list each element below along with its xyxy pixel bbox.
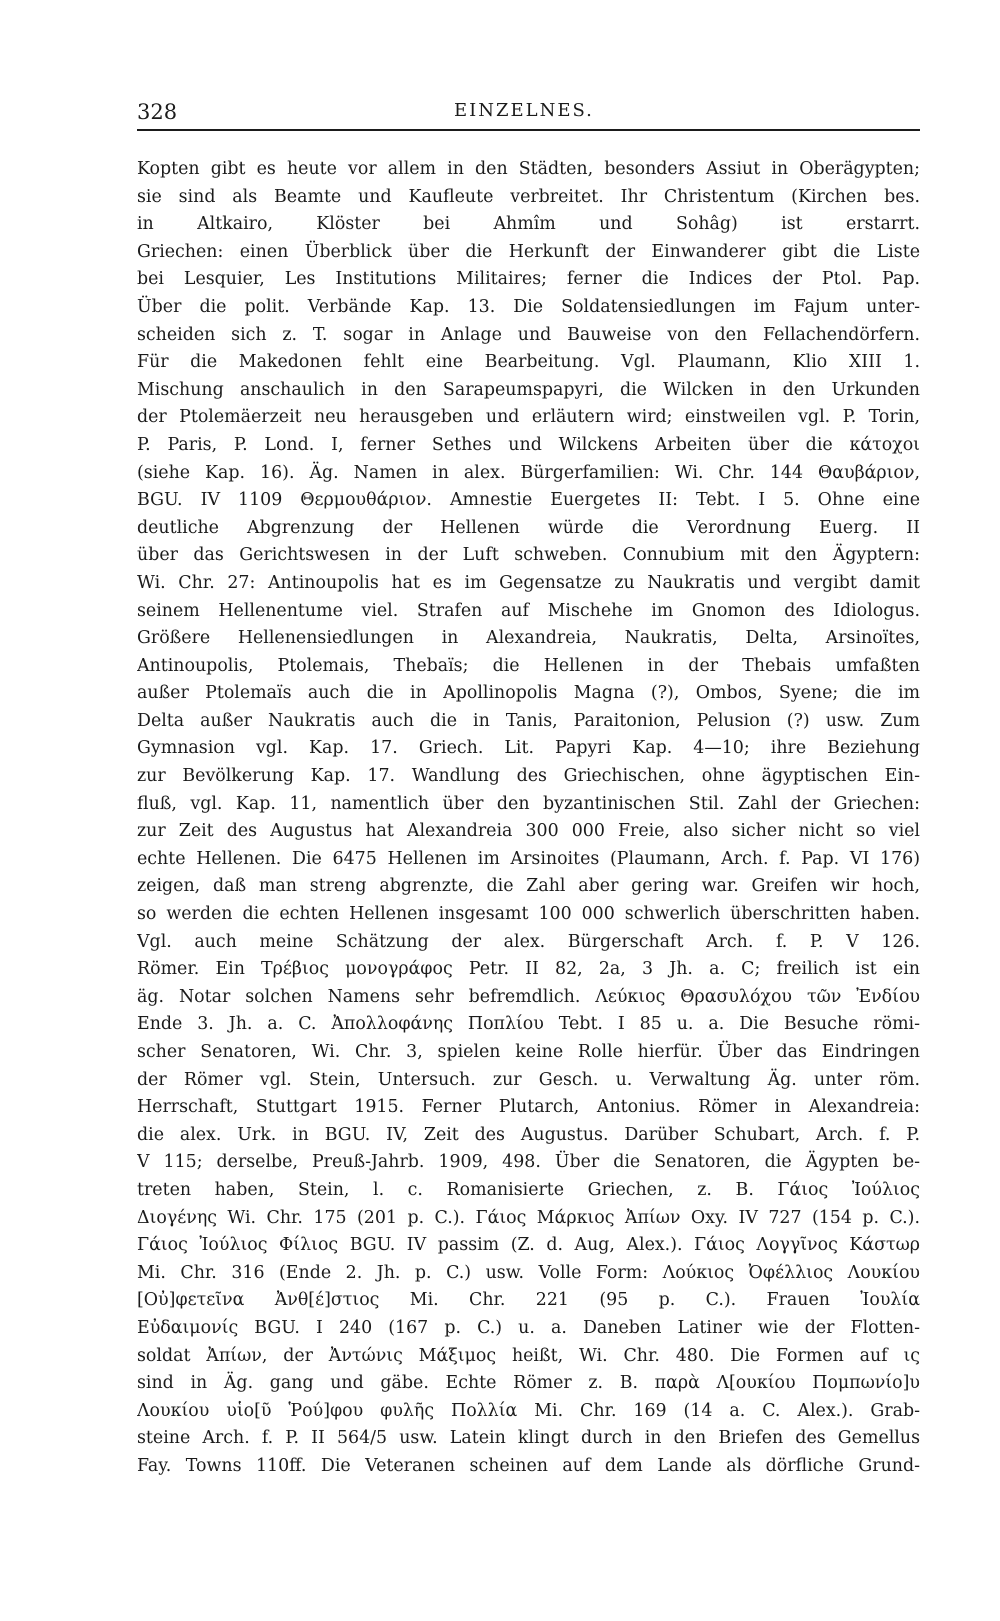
text-line: bei Lesquier, Les Institutions Militaires; ferner die Indices der Ptol. Pap. — [137, 269, 920, 290]
text-line: zur Zeit des Augustus hat Alexandreia 300 000 Freie, also sicher nicht so viel — [137, 821, 920, 842]
text-line: Griechen: einen Überblick über die Herkunft der Einwanderer gibt die Liste — [137, 241, 920, 262]
text-line: Γάιος Ἰούλιος Φίλιος BGU. IV passim (Z. d. Aug, Alex.). Γάιος Λογγῖνος Κάστωρ — [137, 1235, 920, 1256]
text-line: Kopten gibt es heute vor allem in den Städten, besonders Assiut in Oberägypten; — [137, 159, 920, 179]
text-line: Antinoupolis, Ptolemais, Thebaïs; die Hellenen in der Thebais umfaßten — [137, 655, 920, 676]
text-line: fluß, vgl. Kap. 11, namentlich über den byzantinischen Stil. Zahl der Griechen: — [137, 793, 920, 814]
text-line: seinem Hellenentume viel. Strafen auf Mischehe im Gnomon des Idiologus. — [137, 600, 920, 621]
text-line: [Οὐ]φετεῖνα Ἀνθ[έ]στιος Mi. Chr. 221 (95 p. C.). Frauen Ἰουλία — [137, 1290, 920, 1311]
text-line: der Ptolemäerzeit neu herausgeben und erläutern wird; einstweilen vgl. P. Torin, — [137, 407, 920, 428]
text-line: Wi. Chr. 27: Antinoupolis hat es im Gegensatze zu Naukratis und vergibt damit — [137, 572, 920, 593]
text-line: Λουκίου υἱο[ῦ Ῥού]φου φυλῆς Πολλία Mi. Chr. 169 (14 a. C. Alex.). Grab- — [137, 1400, 920, 1421]
text-line: der Römer vgl. Stein, Untersuch. zur Gesch. u. Verwaltung Äg. unter röm. — [137, 1069, 920, 1090]
text-line: Διογένης Wi. Chr. 175 (201 p. C.). Γάιος Μάρκιος Ἀπίων Oxy. IV 727 (154 p. C.). — [137, 1207, 920, 1228]
text-line: echte Hellenen. Die 6475 Hellenen im Arsinoites (Plaumann, Arch. f. Pap. VI 176) — [137, 848, 920, 869]
text-line: sind in Äg. gang und gäbe. Echte Römer z. B. παρὰ Λ[ουκίου Πομπωνίο]υ — [137, 1373, 920, 1394]
text-line: Vgl. auch meine Schätzung der alex. Bürgerschaft Arch. f. P. V 126. — [137, 931, 920, 952]
text-line: sie sind als Beamte und Kaufleute verbreitet. Ihr Christentum (Kirchen bes. — [137, 186, 920, 207]
text-line: so werden die echten Hellenen insgesamt 100 000 schwerlich überschritten haben. — [137, 904, 920, 925]
text-line: Mischung anschaulich in den Sarapeumspapyri, die Wilcken in den Urkunden — [137, 379, 920, 400]
text-line: über das Gerichtswesen in der Luft schweben. Connubium mit den Ägyptern: — [137, 545, 920, 566]
text-line: steine Arch. f. P. II 564/5 usw. Latein klingt durch in den Briefen des Gemellus — [137, 1428, 920, 1449]
text-line: Größere Hellenensiedlungen in Alexandreia, Naukratis, Delta, Arsinoïtes, — [137, 628, 920, 649]
text-line: die alex. Urk. in BGU. IV, Zeit des Augustus. Darüber Schubart, Arch. f. P. — [137, 1124, 920, 1145]
text-line: außer Ptolemaïs auch die in Apollinopolis Magna (?), Ombos, Syene; die im — [137, 683, 920, 704]
text-line: (siehe Kap. 16). Äg. Namen in alex. Bürgerfamilien: Wi. Chr. 144 Θαυβάριον, — [137, 462, 920, 483]
text-line: äg. Notar solchen Namens sehr befremdlich. Λεύκιος Θρασυλόχου τῶν Ἐνδίου — [137, 986, 920, 1007]
text-line: treten haben, Stein, l. c. Romanisierte Griechen, z. B. Γάιος Ἰούλιος — [137, 1179, 920, 1200]
text-line: scheiden sich z. T. sogar in Anlage und Bauweise von den Fellachendörfern. — [137, 324, 920, 345]
text-line: Für die Makedonen fehlt eine Bearbeitung. Vgl. Plaumann, Klio XIII 1. — [137, 352, 920, 373]
text-line: Herrschaft, Stuttgart 1915. Ferner Plutarch, Antonius. Römer in Alexandreia: — [137, 1097, 920, 1118]
text-line: Delta außer Naukratis auch die in Tanis, Paraitonion, Pelusion (?) usw. Zum — [137, 710, 920, 731]
text-line: Römer. Ein Τρέβιος μονογράφος Petr. II 82, 2a, 3 Jh. a. C; freilich ist ein — [137, 959, 920, 980]
page-header — [137, 100, 920, 130]
text-line: Gymnasion vgl. Kap. 17. Griech. Lit. Papyri Kap. 4—10; ihre Beziehung — [137, 738, 920, 759]
text-line: Εὐδαιμονίς BGU. I 240 (167 p. C.) u. a. Daneben Latiner wie der Flotten- — [137, 1317, 920, 1338]
text-line: zeigen, daß man streng abgrenzte, die Zahl aber gering war. Greifen wir hoch, — [137, 876, 920, 897]
text-line: V 115; derselbe, Preuß-Jahrb. 1909, 498. Über die Senatoren, die Ägypten be- — [137, 1152, 920, 1173]
text-line: Fay. Towns 110ff. Die Veteranen scheinen auf dem Lande als dörfliche Grund- — [137, 1455, 920, 1476]
text-line: Mi. Chr. 316 (Ende 2. Jh. p. C.) usw. Volle Form: Λούκιος Ὀφέλλιος Λουκίου — [137, 1262, 920, 1283]
text-line: P. Paris, P. Lond. I, ferner Sethes und Wilckens Arbeiten über die κάτοχοι — [137, 434, 920, 455]
header-rule — [137, 129, 920, 131]
text-line: zur Bevölkerung Kap. 17. Wandlung des Griechischen, ohne ägyptischen Ein- — [137, 766, 920, 787]
text-line: in Altkairo, Klöster bei Ahmîm und Sohâg) ist erstarrt. — [137, 214, 920, 235]
text-line: Ende 3. Jh. a. C. Ἀπολλοφάνης Ποπλίου Tebt. I 85 u. a. Die Besuche römi- — [137, 1014, 920, 1035]
text-line: Über die polit. Verbände Kap. 13. Die Soldatensiedlungen im Fajum unter- — [137, 296, 920, 317]
running-title: EINZELNES. — [454, 100, 594, 121]
body-text — [137, 156, 920, 1481]
text-line: soldat Ἀπίων, der Ἀντώνις Μάξιμος heißt, Wi. Chr. 480. Die Formen auf ις — [137, 1345, 920, 1366]
page-number: 328 — [137, 100, 178, 124]
text-line: scher Senatoren, Wi. Chr. 3, spielen keine Rolle hierfür. Über das Eindringen — [137, 1042, 920, 1062]
text-line: deutliche Abgrenzung der Hellenen würde die Verordnung Euerg. II — [137, 517, 920, 538]
text-line: BGU. IV 1109 Θερμουθάριον. Amnestie Euergetes II: Tebt. I 5. Ohne eine — [137, 490, 920, 511]
